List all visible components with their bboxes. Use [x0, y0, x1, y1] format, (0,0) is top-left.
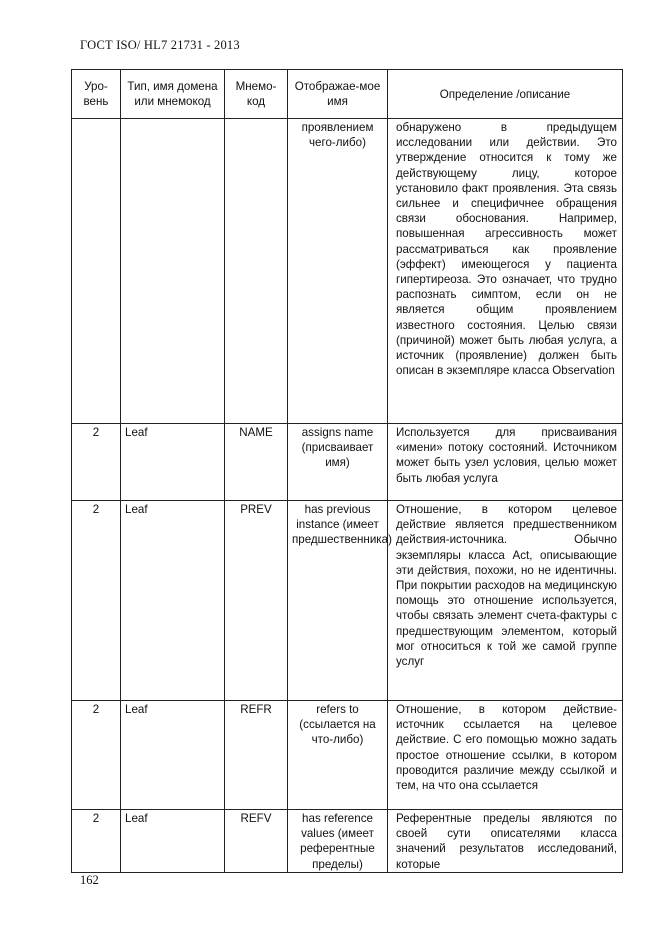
display-name-cell: has reference values (имеет референтные пределы) [288, 810, 388, 873]
mnemo-cell: REFV [225, 810, 288, 873]
mnemo-cell: NAME [225, 424, 288, 501]
type-cell [121, 119, 225, 424]
header-definition: Определение /описание [388, 70, 623, 119]
page-number: 162 [80, 873, 99, 887]
document-header: ГОСТ ISO/ HL7 21731 - 2013 [80, 38, 240, 52]
mnemo-cell: REFR [225, 701, 288, 810]
definition-cell [388, 810, 623, 873]
display-name-cell: проявлением чего-либо) [288, 119, 388, 424]
table-row [72, 119, 623, 424]
definition-cell: обнаружено в предыдущем исследовании или действии. Это утверждение относится к тому же действующему лицу, которое установило факт проявления. Эта связь сильнее и специфичнее обращения связи обоснования. Например, повышенная агрессивность может рассматриваться как проявление (эффект) имеющегося у пациента гипертиреоза. Это означает, что трудно распознать симптом, если он не является общим проявлением известного состояния. Целью связи (причиной) может быть любая услуга, а источник (проявление) должен быть описан в экземпляре класса Observation [388, 119, 623, 424]
definition-text: Референтные пределы являются по своей сути описателями класса значений результатов исследований, которые [396, 812, 617, 869]
type-cell: Leaf [121, 701, 225, 810]
header-display-name: Отображае-мое имя [288, 70, 388, 119]
type-cell: Leaf [121, 424, 225, 501]
type-cell: Leaf [121, 810, 225, 873]
display-name-cell: has previous instance (имеет предшественника) [288, 501, 388, 701]
table-header-row [72, 70, 623, 119]
type-cell: Leaf [121, 501, 225, 701]
level-cell: 2 [72, 424, 121, 501]
definition-cell: Используется для присваивания «имени» потоку состояний. Источником может быть узел условия, целью может быть любая услуга [388, 424, 623, 501]
level-cell: 2 [72, 501, 121, 701]
table-row [72, 810, 623, 873]
table-row [72, 424, 623, 501]
definition-cell: Отношение, в котором действие-источник ссылается на целевое действие. С его помощью можно задать простое отношение ссылки, в котором проводится различие между ссылкой и тем, на что она ссылается [388, 701, 623, 810]
definition-cell: Отношение, в котором целевое действие является предшественником действия-источника. Обычно экземпляры класса Act, описывающие эти действия, похожи, но не идентичны. При покрытии расходов на медицинскую помощь это отношение используется, чтобы связать элемент счета-фактуры с предшествующим элементом, который мог относиться к той же самой группе услуг [388, 501, 623, 701]
level-cell: 2 [72, 810, 121, 873]
header-type: Тип, имя домена или мнемокод [121, 70, 225, 119]
display-name-cell: assigns name (присваивает имя) [288, 424, 388, 501]
level-cell [72, 119, 121, 424]
table-row [72, 701, 623, 810]
level-cell: 2 [72, 701, 121, 810]
table-row [72, 501, 623, 701]
relationship-table [71, 69, 623, 873]
header-mnemo: Мнемо-код [225, 70, 288, 119]
header-level: Уро-вень [72, 70, 121, 119]
display-name-cell: refers to (ссылается на что-либо) [288, 701, 388, 810]
mnemo-cell [225, 119, 288, 424]
mnemo-cell: PREV [225, 501, 288, 701]
